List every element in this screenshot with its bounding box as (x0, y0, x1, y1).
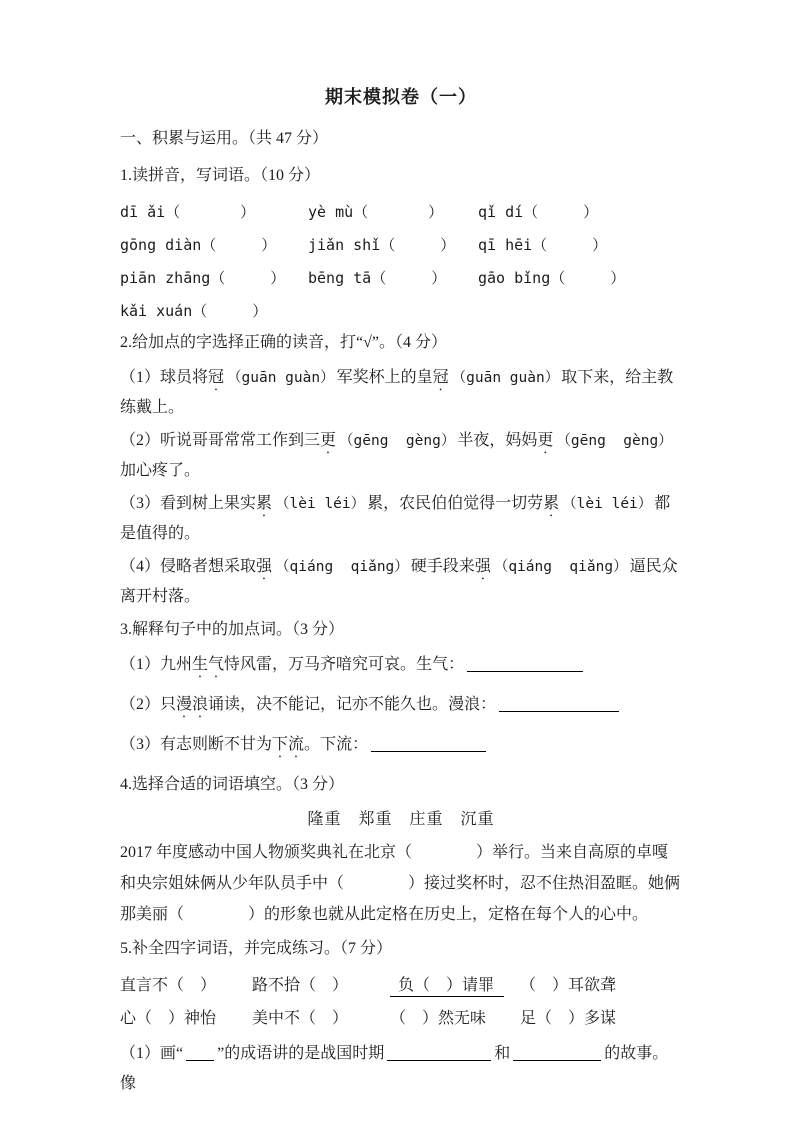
idiom-item: 心（ ）神怡 (120, 1010, 217, 1027)
q3-item-1 (120, 650, 682, 680)
dotted-char: 流 (288, 736, 305, 753)
q5-sub-1 (120, 1039, 682, 1099)
pinyin-choices: （gēng gèng） (339, 433, 456, 449)
question-1-heading: 1.读拼音，写词语。（10 分） (120, 167, 321, 184)
sentence-text: （1）画“ (120, 1045, 184, 1062)
answer-blank[interactable] (513, 1045, 601, 1061)
sentence-text: 累，农民伯伯觉得一切劳 (367, 495, 544, 512)
idiom-item-underlined (390, 969, 520, 1002)
idiom-item: 直言不（ ） (120, 977, 217, 994)
pinyin-item: kǎi xuán（ ） (120, 302, 268, 320)
word-bank: 隆重 郑重 庄重 沉重 (307, 811, 495, 828)
question-3-heading: 3.解释句子中的加点词。（3 分） (120, 621, 345, 638)
dotted-char: 生 (192, 656, 209, 673)
idiom-item: （ ）然无味 (390, 1010, 487, 1027)
q4-paragraph: 2017 年度感动中国人物颁奖典礼在北京（ ）举行。当来自高原的卓嘎和央宗姐妹俩从少年队员手中（ ）接过奖杯时，忍不住热泪盈眶。她俩那美丽（ ）的形象也就从此定格在历史上，定格在每个人的心中。 (120, 844, 681, 923)
sentence-text: （3）有志则断不甘为 (120, 736, 273, 753)
dotted-char: 更 (320, 432, 337, 449)
pinyin-item: bēng tā（ ） (308, 269, 447, 287)
sentence-text: 和 (494, 1045, 511, 1062)
sentence-text: 加心疼了。 (120, 462, 201, 479)
q2-item-2 (120, 426, 682, 486)
dotted-char: 强 (256, 558, 273, 575)
answer-label: 漫浪： (448, 696, 497, 713)
dotted-char: 气 (208, 656, 225, 673)
pinyin-row-2 (120, 229, 682, 262)
sentence-text: 。 (304, 736, 321, 753)
sentence-text: （1）九州 (120, 656, 193, 673)
dotted-char: 冠 (432, 369, 449, 386)
dotted-char: 下 (272, 736, 289, 753)
pinyin-item: yè mù（ ） (308, 203, 444, 221)
q2-item-4 (120, 552, 682, 612)
idiom-row-1 (120, 969, 682, 1002)
answer-blank[interactable] (387, 1045, 491, 1061)
answer-blank[interactable] (186, 1045, 214, 1061)
pinyin-item: dī ǎi（ ） (120, 203, 256, 221)
dotted-char: 更 (537, 432, 554, 449)
sentence-text: ”的成语讲的是战国时期 (217, 1045, 385, 1062)
underlined-idiom: 负（ ）请罪 (390, 977, 504, 997)
sentence-text: （1）球员将 (120, 369, 209, 386)
pinyin-choices: （gēng gèng） (556, 433, 673, 449)
idiom-item: （ ）耳欲聋 (520, 977, 617, 994)
pinyin-row-1 (120, 196, 682, 229)
pinyin-choices: （guān guàn） (451, 370, 560, 386)
pinyin-item: piān zhāng（ ） (120, 269, 286, 287)
pinyin-item: jiǎn shǐ（ ） (308, 236, 456, 254)
idiom-item: 路不拾（ ） (252, 977, 349, 994)
page-title: 期末模拟卷（一） (325, 87, 477, 107)
pinyin-choices: （guān guàn） (227, 370, 335, 386)
question-5-heading: 5.补全四字词语，并完成练习。（7 分） (120, 940, 393, 957)
sentence-text: （4）侵略者想采取 (120, 558, 257, 575)
idiom-item: 美中不（ ） (252, 1010, 349, 1027)
section-1-heading: 一、积累与运用。（共 47 分） (120, 130, 329, 147)
sentence-text: 半夜，妈妈 (457, 432, 538, 449)
dotted-char: 强 (474, 558, 491, 575)
sentence-text: 硬手段来 (410, 558, 475, 575)
question-4-heading: 4.选择合适的词语填空。（3 分） (120, 776, 345, 793)
idiom-item: 足（ ）多谋 (520, 1010, 617, 1027)
idiom-row-2 (120, 1002, 682, 1035)
pinyin-choices: （qiáng qiǎng） (275, 559, 409, 575)
answer-label: 下流： (320, 736, 369, 753)
dotted-char: 冠 (208, 369, 225, 386)
dotted-char: 漫 (176, 696, 193, 713)
q3-item-2 (120, 690, 682, 720)
pinyin-row-3 (120, 262, 682, 295)
sentence-text: （2）听说哥哥常常工作到三 (120, 432, 321, 449)
sentence-text: （2）只 (120, 696, 177, 713)
q3-item-3 (120, 730, 682, 760)
pinyin-item: qǐ dí（ ） (478, 203, 599, 221)
sentence-text: 的故事。像 (120, 1045, 669, 1092)
sentence-text: （3）看到树上果实 (120, 495, 257, 512)
pinyin-item: gōng diàn（ ） (120, 236, 277, 254)
sentence-text: 军奖杯上的皇 (336, 369, 433, 386)
pinyin-choices: （qiáng qiǎng） (493, 559, 628, 575)
answer-blank[interactable] (467, 656, 583, 672)
answer-blank[interactable] (499, 696, 619, 712)
dotted-char: 浪 (192, 696, 209, 713)
q2-item-3 (120, 489, 682, 549)
pinyin-choices: （lèi léi） (275, 496, 366, 512)
sentence-text: 诵读，决不能记，记亦不能久也。 (208, 696, 449, 713)
answer-label: 生气： (416, 656, 465, 673)
question-2-heading: 2.给加点的字选择正确的读音，打“√”。（4 分） (120, 334, 447, 351)
pinyin-choices: （lèi léi） (562, 496, 653, 512)
pinyin-item: qī hēi（ ） (478, 236, 608, 254)
dotted-char: 累 (256, 495, 273, 512)
q2-item-1 (120, 363, 682, 423)
sentence-text: 恃风雷，万马齐喑究可哀。 (224, 656, 417, 673)
pinyin-item: gāo bǐng（ ） (478, 269, 626, 287)
sentence-text: 逼民众离开村落。 (120, 558, 678, 605)
pinyin-row-4 (120, 295, 682, 328)
answer-blank[interactable] (371, 736, 486, 752)
sentence-text: 都是值得的。 (120, 495, 671, 542)
dotted-char: 累 (543, 495, 560, 512)
sentence-text: 取下来，给主教练戴上。 (120, 369, 674, 416)
